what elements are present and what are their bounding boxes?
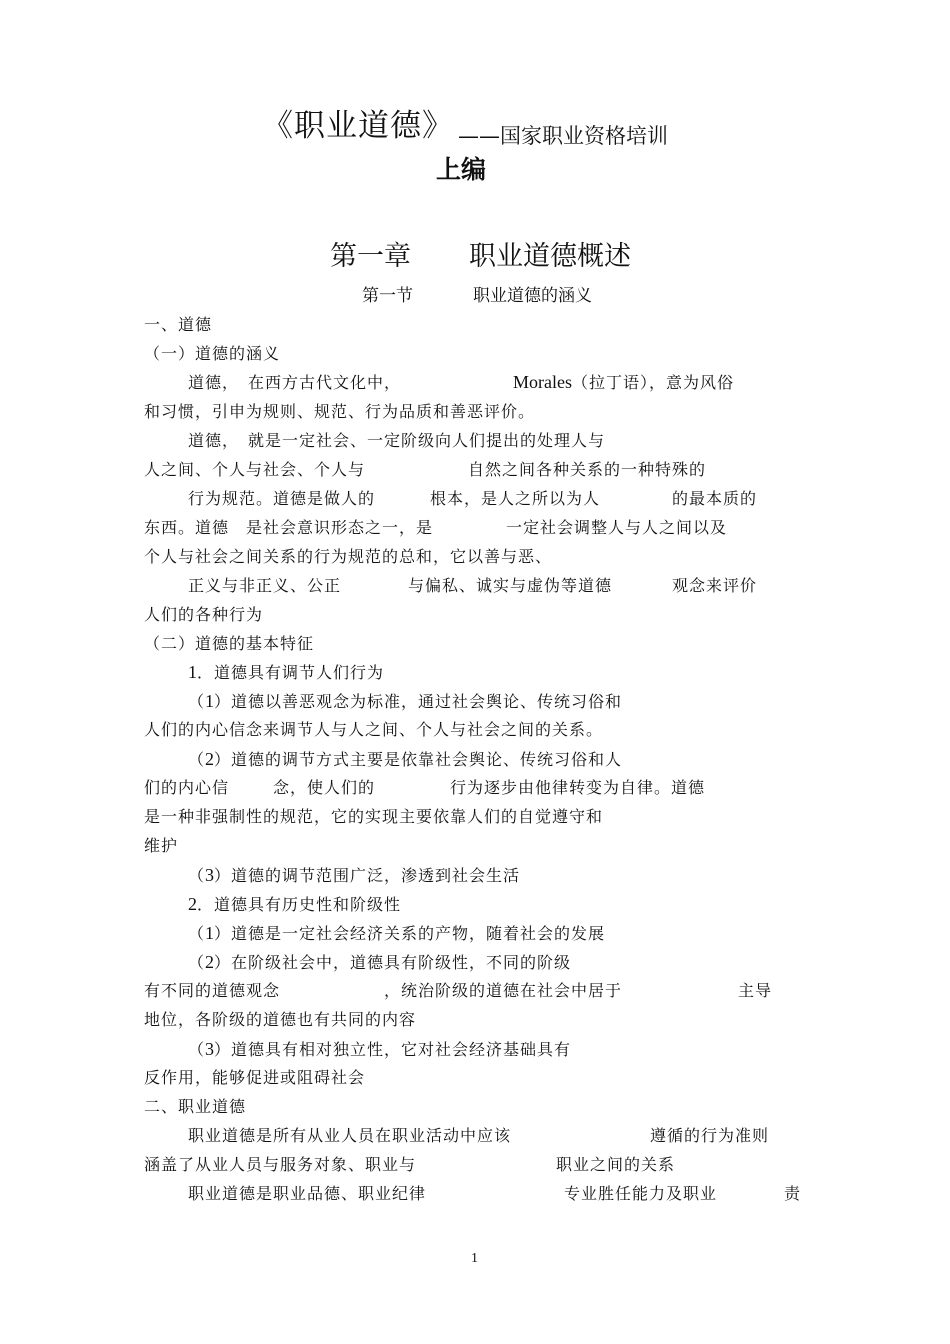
body-line: （一）道德的涵义	[144, 344, 281, 363]
chapter-number: 第一章	[330, 241, 411, 272]
paren: （	[188, 866, 206, 885]
paren: （	[188, 953, 206, 972]
list-number: 1	[205, 923, 215, 943]
body-line	[188, 662, 384, 683]
body-line: 东西。道德	[144, 518, 230, 537]
body-line-fragment: （拉丁语），意为风俗	[571, 373, 734, 392]
list-number: 2	[188, 894, 197, 914]
body-line: 职业之间的关系	[556, 1155, 676, 1174]
body-line-fragment: ）道德的调节范围广泛，渗透到社会生活	[214, 866, 521, 885]
list-number: 2	[205, 952, 215, 972]
part-heading: 上编	[436, 155, 487, 184]
body-line-fragment: ）在阶级社会中，道德具有阶级性，不同的阶级	[214, 953, 572, 972]
body-line: 主导	[738, 981, 773, 1000]
body-line: 道德， 在西方古代文化中，	[188, 373, 402, 392]
body-line: 是一种非强制性的规范，它的实现主要依靠人们的自觉遵守和	[144, 807, 604, 826]
body-line	[513, 372, 734, 393]
body-line: 反作用，能够促进或阻碍社会	[144, 1068, 366, 1087]
paren: （	[188, 924, 206, 943]
paren: （	[188, 750, 206, 769]
section-heading	[362, 281, 592, 306]
page-number: 1	[471, 1251, 478, 1266]
list-number: 1	[188, 662, 197, 682]
body-line: 二、职业道德	[144, 1097, 247, 1116]
section-title: 职业道德的涵义	[473, 286, 592, 306]
body-line-fragment: ）道德具有相对独立性，它对社会经济基础具有	[214, 1040, 572, 1059]
body-line: 是社会意识形态之一，是	[246, 518, 434, 537]
chapter-title: 职业道德概述	[469, 241, 631, 272]
body-line: 们的内心信	[144, 778, 230, 797]
body-line: 的最本质的	[672, 489, 758, 508]
body-line-fragment: ．道德具有调节人们行为	[197, 663, 385, 682]
body-line: 职业道德是职业品德、职业纪律	[188, 1184, 427, 1203]
paren: （	[188, 692, 206, 711]
body-line: 个人与社会之间关系的行为规范的总和，它以善与恶、	[144, 547, 553, 566]
body-line-fragment: ）道德的调节方式主要是依靠社会舆论、传统习俗和人	[214, 750, 623, 769]
body-line	[188, 749, 622, 770]
body-line: 行为规范。道德是做人的	[188, 489, 376, 508]
chapter-heading	[330, 234, 631, 273]
body-line: 人们的各种行为	[144, 605, 264, 624]
latin-term: Morales	[513, 372, 572, 392]
body-line	[188, 1039, 571, 1060]
body-line: 道德， 就是一定社会、一定阶级向人们提出的处理人与	[188, 431, 606, 450]
body-line: 涵盖了从业人员与服务对象、职业与	[144, 1155, 417, 1174]
body-line: （二）道德的基本特征	[144, 634, 315, 653]
body-line	[188, 691, 622, 712]
document-subtitle: ——国家职业资格培训	[458, 124, 668, 148]
body-line: 根本，是人之所以为人	[430, 489, 601, 508]
body-line: 专业胜任能力及职业	[564, 1184, 718, 1203]
body-line: 职业道德是所有从业人员在职业活动中应该	[188, 1126, 512, 1145]
body-line-fragment: ）道德是一定社会经济关系的产物，随着社会的发展	[214, 924, 606, 943]
body-line: 遵循的行为准则	[650, 1126, 770, 1145]
body-line-fragment: ）道德以善恶观念为标准，通过社会舆论、传统习俗和	[214, 692, 623, 711]
list-number: 1	[205, 691, 215, 711]
paren: （	[188, 1040, 206, 1059]
body-line: 一、道德	[144, 315, 213, 334]
document-title: 《职业道德》	[262, 108, 454, 144]
body-line: 与偏私、诚实与虚伪等道德	[408, 576, 613, 595]
list-number: 3	[205, 1039, 215, 1059]
body-line: 有不同的道德观念	[144, 981, 281, 1000]
list-number: 2	[205, 749, 215, 769]
body-line: 维护	[144, 836, 179, 855]
body-line: 念，使人们的	[273, 778, 376, 797]
body-line: 人们的内心信念来调节人与人之间、个人与社会之间的关系。	[144, 720, 604, 739]
body-line: 观念来评价	[672, 576, 758, 595]
body-line: 一定社会调整人与人之间以及	[506, 518, 728, 537]
body-line: 地位，各阶级的道德也有共同的内容	[144, 1010, 417, 1029]
section-number: 第一节	[362, 286, 413, 306]
body-line-fragment: ．道德具有历史性和阶级性	[197, 895, 402, 914]
body-line: 行为逐步由他律转变为自律。道德	[450, 778, 706, 797]
body-line: 人之间、个人与社会、个人与	[144, 460, 366, 479]
body-line	[188, 865, 520, 886]
body-line: 和习惯，引申为规则、规范、行为品质和善恶评价。	[144, 402, 536, 421]
body-line: 自然之间各种关系的一种特殊的	[468, 460, 707, 479]
body-line: 责	[784, 1184, 802, 1203]
list-number: 3	[205, 865, 215, 885]
body-line	[188, 952, 571, 973]
body-line: ，统治阶级的道德在社会中居于	[384, 981, 623, 1000]
body-line	[188, 923, 605, 944]
body-line: 正义与非正义、公正	[188, 576, 342, 595]
body-line	[188, 894, 401, 915]
